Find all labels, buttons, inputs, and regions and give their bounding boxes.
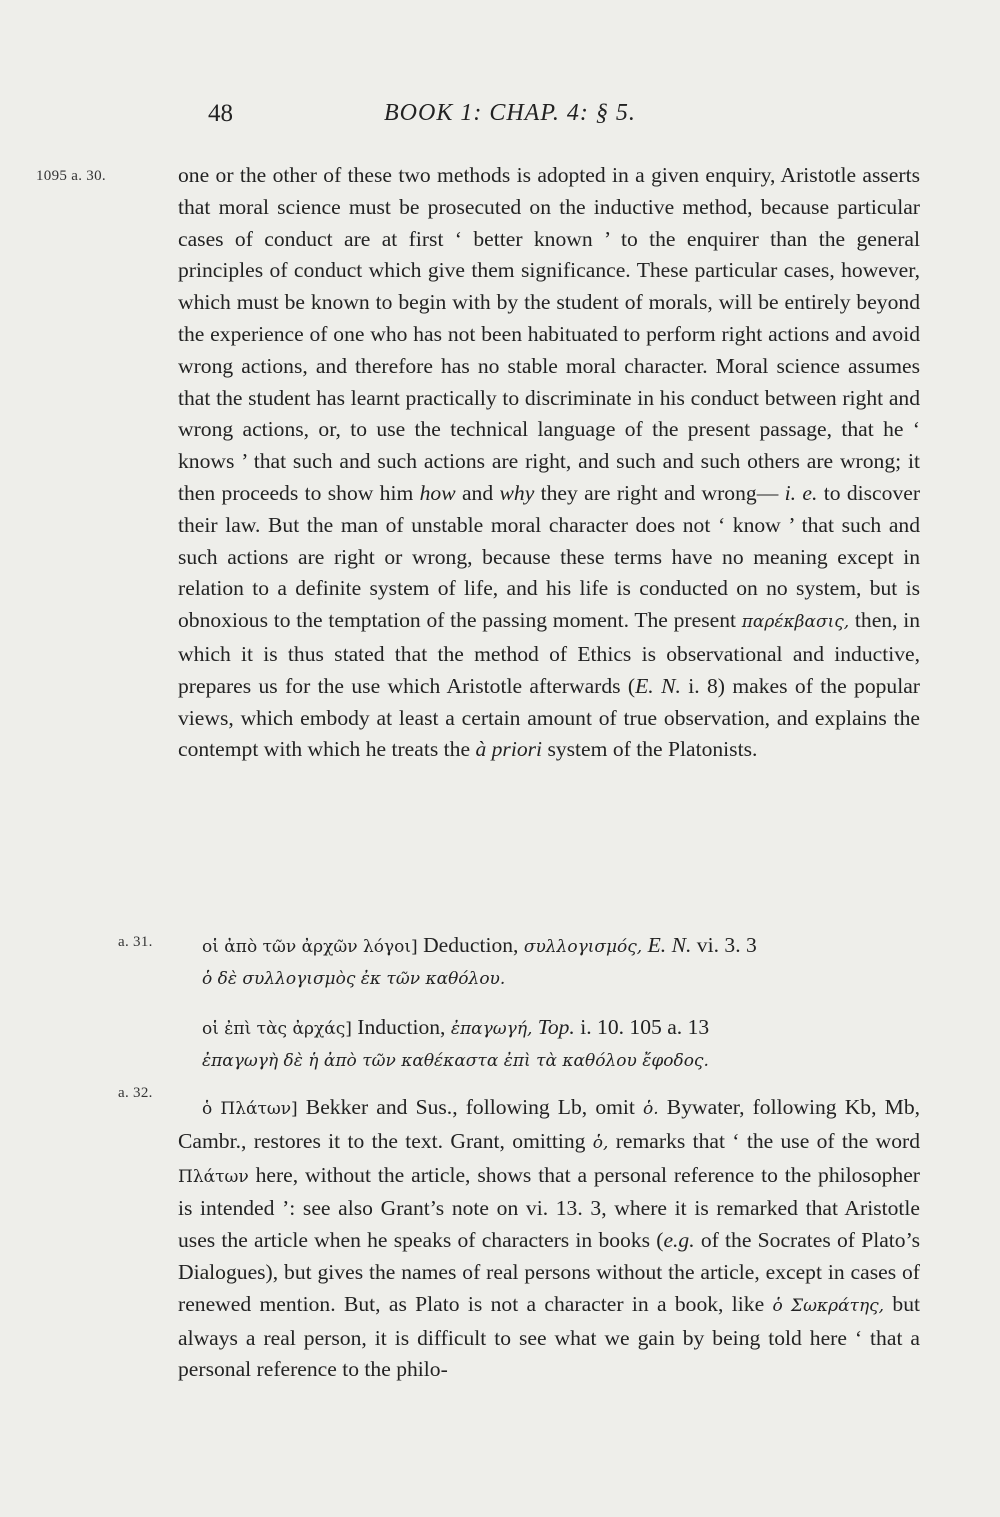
text-run: Bywater, following Kb, Mb, Cambr., restores it to the text. Grant, omitting	[178, 1095, 921, 1153]
note-platon	[178, 1092, 920, 1386]
greek-article: ὁ,	[592, 1132, 609, 1153]
italic-eg: e.g.	[663, 1228, 695, 1253]
lemma-deduction: οἱ ἀπὸ τῶν ἀρχῶν λόγοι]	[202, 937, 418, 957]
text-run: system of the Platonists.	[542, 737, 758, 762]
text-run: Bekker and Sus., following Lb, omit	[297, 1095, 644, 1119]
italic-en: E. N.	[635, 673, 681, 698]
italic-apriori: à priori	[475, 737, 543, 762]
text-run: they are right and wrong—	[534, 480, 785, 505]
text-run: then, in which it is thus stated that the method of Ethics is observational and inductive, prepares us for the use which Aristotle afterwards (	[178, 608, 920, 698]
text-run: i. 8) makes of the popular views, which embody at least a certain amount of true observation, and explains the contempt with which he treats the	[178, 673, 920, 762]
note-induction	[178, 1012, 920, 1078]
greek-syllogismos: συλλογισμός,	[523, 937, 643, 957]
italic-how: how	[419, 480, 456, 505]
greek-epagoge: ἐπαγωγή,	[450, 1019, 533, 1039]
italic-top: Top.	[532, 1015, 575, 1039]
text-run: of the Socrates of Plato’s Dialogues), but gives the names of real persons without the article, except in cases of renewed mention. But, as Plato is not a character in a book, like	[178, 1228, 920, 1316]
lemma-induction: οἱ ἐπὶ τὰς ἀρχάς]	[202, 1019, 352, 1039]
greek-quote-deduction: ὁ δὲ συλλογισμὸς ἐκ τῶν καθόλου.	[202, 968, 506, 989]
text-run: i. 10. 105 a. 13	[574, 1015, 710, 1039]
page-header	[0, 100, 1000, 140]
text-run: Induction,	[351, 1015, 451, 1039]
greek-article: ὁ.	[643, 1099, 659, 1119]
greek-quote-induction: ἐπαγωγὴ δὲ ἡ ἀπὸ τῶν καθέκαστα ἐπὶ τὰ καθόλου ἔφοδος.	[202, 1050, 709, 1071]
text-run: Deduction,	[417, 933, 524, 957]
text-run: here, without the article, shows that a personal reference to the philosopher is intended ’: see also Grant’s note on vi. 13. 3, where it is remarked that Aristotle uses the article when he speaks of characters in books (	[178, 1162, 920, 1253]
page-number: 48	[208, 100, 233, 127]
text-run: vi. 3. 3	[691, 933, 757, 957]
italic-ie: i. e.	[784, 480, 818, 505]
italic-why: why	[499, 480, 535, 505]
paragraph-method	[178, 160, 920, 766]
text-run: remarks that ‘ the use of the word	[608, 1128, 920, 1153]
running-head: BOOK 1: CHAP. 4: § 5.	[384, 100, 636, 126]
greek-parekbasis: παρέκβασις,	[741, 612, 850, 633]
text-run: one or the other of these two methods is adopted in a given enquiry, Aristotle asserts that moral science must be prosecuted on the inductive method, because particular cases of conduct are at first ‘ better known ’ to the enquirer than the general principles of conduct which give them significance. These particular cases, however, which must be known to begin with by the student of morals, will be entirely beyond the experience of one who has not been habituated to perform right actions and avoid wrong actions, and therefore has no stable moral character. Moral science assumes that the student has learnt practically to discriminate in his conduct between right and wrong actions, or, to use the technical language of the present passage, that he ‘ knows ’ that such and such actions are right, and such and such others are wrong; it then proceeds to show him	[178, 163, 920, 505]
margin-ref-1095a30: 1095 a. 30.	[36, 168, 106, 184]
note-deduction	[178, 930, 920, 996]
margin-ref-a31: a. 31.	[118, 934, 153, 950]
lemma-platon: ὁ Πλάτων]	[202, 1099, 298, 1119]
margin-ref-a32: a. 32.	[118, 1085, 153, 1101]
text-run: to discover their law. But the man of unstable moral character does not ‘ know ’ that such and such actions are right or wrong, because these terms have no meaning except in relation to a definite system of life, and his life is conducted on no system, but is obnoxious to the temptation of the passing moment. The present	[178, 480, 921, 633]
italic-en: E. N.	[642, 933, 692, 957]
greek-platon: Πλάτων	[178, 1166, 249, 1187]
text-run: but always a real person, it is difficult to see what we gain by being told here ‘ that a personal reference to the philo-	[178, 1291, 920, 1382]
greek-socrates: ὁ Σωκράτης,	[772, 1295, 885, 1316]
text-run: and	[455, 480, 500, 505]
